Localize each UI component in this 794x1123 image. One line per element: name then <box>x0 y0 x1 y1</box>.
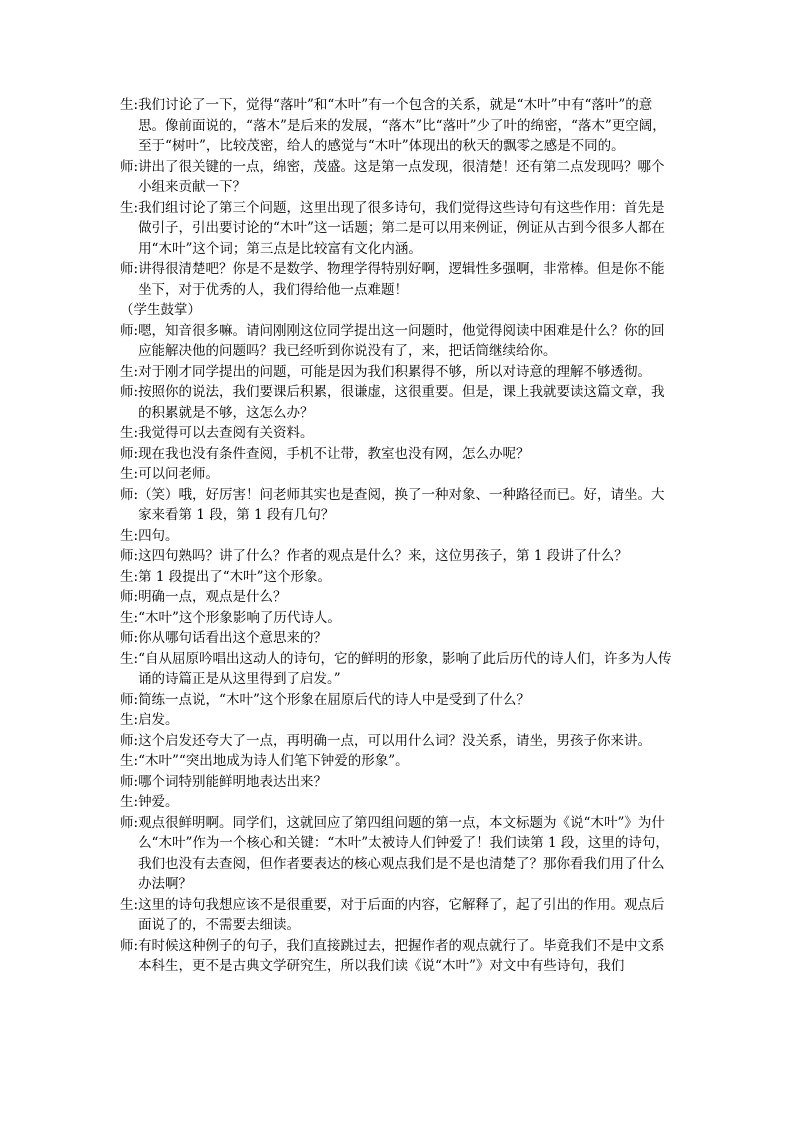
speaker-label: 生: <box>120 568 139 585</box>
speaker-label: 师: <box>120 937 139 954</box>
dialogue-paragraph <box>120 649 676 690</box>
paragraph-text: 哪个词特别能鲜明地表达出来？ <box>138 773 328 790</box>
speaker-label: 师: <box>120 691 139 708</box>
paragraph-text: （笑）哦，好厉害！问老师其实也是查阅，换了一种对象、一种路径而已。好，请坐。大家来看第 1 段，第 1 段有几句？ <box>138 486 665 523</box>
paragraph-text: 启发。 <box>138 712 179 728</box>
speaker-label: 生: <box>120 97 139 113</box>
speaker-label: 师: <box>120 773 139 790</box>
dialogue-paragraph <box>120 608 676 629</box>
speaker-label: 生: <box>120 425 139 441</box>
speaker-label: 生: <box>120 650 139 667</box>
paragraph-text: 嗯，知音很多嘛。请问刚刚这位同学提出这一问题时，他觉得阅读中困难是什么？你的回应能解决他的问题吗？我已经听到你说没有了，来，把话筒继续给你。 <box>138 322 665 359</box>
paragraph-text: 有时候这种例子的句子，我们直接跳过去，把握作者的观点就行了。毕竟我们不是中文系本科生，更不是古典文学研究生，所以我们读《说“木叶”》对文中有些诗句，我们 <box>138 937 665 974</box>
speaker-label: 生: <box>120 712 139 728</box>
dialogue-paragraph <box>120 792 676 813</box>
paragraph-text: 四句。 <box>138 527 179 544</box>
dialogue-paragraph <box>120 751 676 772</box>
paragraph-text: 这四句熟吗？讲了什么？作者的观点是什么？来，这位男孩子，第 1 段讲了什么？ <box>138 548 628 564</box>
dialogue-paragraph <box>120 526 676 547</box>
dialogue-paragraph <box>120 936 676 977</box>
dialogue-paragraph <box>120 259 676 300</box>
paragraph-text: 讲得很清楚吧？你是不是数学、物理学得特别好啊，逻辑性多强啊，非常棒。但是你不能坐下，对于优秀的人，我们得给他一点难题！ <box>138 261 665 298</box>
dialogue-paragraph <box>120 731 676 752</box>
paragraph-text: 可以问老师。 <box>138 466 220 482</box>
speaker-label: 师: <box>120 261 139 277</box>
speaker-label: 生: <box>120 794 139 810</box>
paragraph-text: 你从哪句话看出这个意思来的？ <box>138 630 328 646</box>
paragraph-text: 这里的诗句我想应该不是很重要，对于后面的内容，它解释了，起了引出的作用。观点后面说了的，不需要去细读。 <box>138 896 665 933</box>
dialogue-paragraph <box>120 423 676 444</box>
paragraph-text: 钟爱。 <box>138 794 179 810</box>
speaker-label: 师: <box>120 384 139 400</box>
paragraph-text: 观点很鲜明啊。同学们，这就回应了第四组问题的第一点，本文标题为《说“木叶”》为什么“木叶”作为一个核心和关键：“木叶”太被诗人们钟爱了！我们读第 1 段，这里的诗句，我们也没有去查阅，但作者要表达的核心观点我们是不是也清楚了？那你看我们用了什么办法啊？ <box>138 814 669 892</box>
speaker-label: 师: <box>120 486 139 503</box>
speaker-label: 师: <box>120 732 139 749</box>
dialogue-paragraph <box>120 587 676 608</box>
speaker-label: 师: <box>120 158 139 175</box>
dialogue-paragraph <box>120 198 676 260</box>
paragraph-text: 对于刚才同学提出的问题，可能是因为我们积累得不够，所以对诗意的理解不够透彻。 <box>138 363 652 380</box>
speaker-label: 师: <box>120 445 139 462</box>
dialogue-paragraph <box>120 95 676 157</box>
dialogue-paragraph <box>120 382 676 423</box>
dialogue-paragraph <box>120 444 676 465</box>
dialogue-paragraph <box>120 772 676 793</box>
dialogue-paragraph <box>120 157 676 198</box>
dialogue-paragraph <box>120 464 676 485</box>
dialogue-paragraph <box>120 362 676 383</box>
paragraph-text: 明确一点，观点是什么？ <box>138 589 287 605</box>
speaker-label: 生: <box>120 896 139 913</box>
paragraph-text: 简练一点说，“木叶”这个形象在屈原后代的诗人中是受到了什么？ <box>138 691 530 708</box>
paragraph-text: “自从屈原吟唱出这动人的诗句，它的鲜明的形象，影响了此后历代的诗人们，许多为人传诵的诗篇正是从这里得到了启发。” <box>138 650 672 687</box>
paragraph-text: 这个启发还夸大了一点，再明确一点，可以用什么词？没关系，请坐，男孩子你来讲。 <box>138 732 652 749</box>
speaker-label: 生: <box>120 609 139 626</box>
speaker-label: 师: <box>120 322 139 339</box>
speaker-label: 师: <box>120 630 139 646</box>
paragraph-text: 我们讨论了一下，觉得“落叶”和“木叶”有一个包含的关系，就是“木叶”中有“落叶”的意思。像前面说的，“落木”是后来的发展，“落木”比“落叶”少了叶的绵密，“落木”更空阔，至于“树叶”，比较茂密，给人的感觉与“木叶”体现出的秋天的飘零之感是不同的。 <box>138 97 666 154</box>
paragraph-text: 第 1 段提出了“木叶”这个形象。 <box>138 568 332 585</box>
speaker-label: 生: <box>120 753 139 769</box>
dialogue-paragraph <box>120 321 676 362</box>
speaker-label: 师: <box>120 814 139 831</box>
paragraph-text: 我们组讨论了第三个问题，这里出现了很多诗句，我们觉得这些诗句有这些作用：首先是做引子，引出要讨论的“木叶”这一话题；第二是可以用来例证，例证从古到今很多人都在用“木叶”这个词；第三点是比较富有文化内涵。 <box>138 199 665 257</box>
paragraph-text: 讲出了很关键的一点，绵密，茂盛。这是第一点发现，很清楚！还有第二点发现吗？哪个小组来贡献一下？ <box>138 158 665 195</box>
dialogue-paragraph <box>120 628 676 649</box>
paragraph-text: 按照你的说法，我们要课后积累，很谦虚，这很重要。但是，课上我就要读这篇文章，我的积累就是不够，这怎么办？ <box>138 384 665 421</box>
paragraph-text: “木叶”“突出地成为诗人们笔下钟爱的形象”。 <box>138 753 409 769</box>
speaker-label: 生: <box>120 466 139 482</box>
paragraph-text: 我觉得可以去查阅有关资料。 <box>138 425 314 441</box>
speaker-label: 师: <box>120 548 139 564</box>
speaker-label: 生: <box>120 199 139 216</box>
dialogue-paragraph <box>120 813 676 895</box>
speaker-label: 生: <box>120 527 139 544</box>
dialogue-paragraph <box>120 895 676 936</box>
dialogue-paragraph <box>120 690 676 711</box>
dialogue-paragraph <box>120 567 676 588</box>
speaker-label: 师: <box>120 589 139 605</box>
stage-direction: （学生鼓掌） <box>120 302 201 318</box>
speaker-label: 生: <box>120 363 139 380</box>
paragraph-text: “木叶”这个形象影响了历代诗人。 <box>138 609 341 626</box>
paragraph-text: 现在我也没有条件查阅，手机不让带，教室也没有网，怎么办呢？ <box>138 445 530 462</box>
dialogue-paragraph <box>120 546 676 567</box>
dialogue-paragraph <box>120 710 676 731</box>
dialogue-transcript <box>120 95 676 977</box>
dialogue-paragraph <box>120 485 676 526</box>
